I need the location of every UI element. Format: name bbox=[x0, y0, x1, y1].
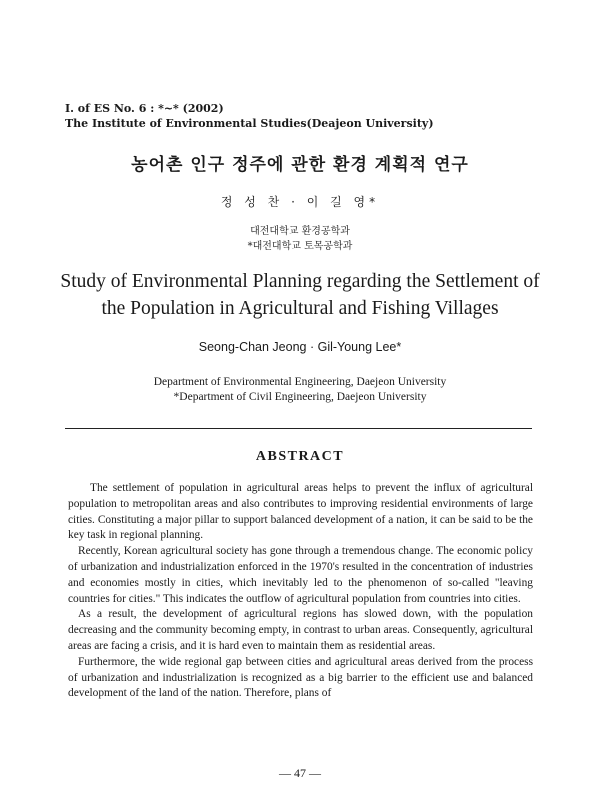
abstract-paragraph-1: The settlement of population in agricultural areas helps to prevent the influx of agricultural population to metropolitan areas and also contributes to improving residential environments of large cities. Constituting a major pillar to support balanced development of a nation, it can be said to be the key task in regional planning. bbox=[68, 482, 533, 542]
english-authors: Seong-Chan Jeong · Gil-Young Lee* bbox=[198, 340, 402, 354]
korean-affiliations bbox=[0, 224, 600, 254]
english-title bbox=[50, 268, 550, 322]
english-affiliation-1: Department of Environmental Engineering, Daejeon University bbox=[153, 376, 447, 388]
english-affiliation-2: *Department of Civil Engineering, Daejeon University bbox=[173, 391, 427, 403]
korean-affiliation-2: *대전대학교 토목공학과 bbox=[247, 241, 353, 252]
english-affiliations bbox=[0, 375, 600, 405]
section-divider bbox=[65, 428, 532, 429]
abstract-body bbox=[68, 481, 533, 702]
korean-affiliation-1: 대전대학교 환경공학과 bbox=[250, 226, 350, 237]
korean-title: 농어촌 인구 정주에 관한 환경 계획적 연구 bbox=[131, 155, 469, 175]
abstract-paragraph-3: As a result, the development of agricultural regions has slowed down, with the population decreasing and the community becoming empty, in contrast to urban areas. Consequently, agricultural areas are facing a crisis, and it is hard even to maintain them as residential areas. bbox=[68, 608, 533, 652]
abstract-paragraph-4: Furthermore, the wide regional gap between cities and agricultural areas derived from the process of urbanization and industrialization is recognized as a big barrier to the efficient use and balanced development of the land of the nation. Therefore, plans of bbox=[68, 655, 533, 700]
journal-citation: I. of ES No. 6 : *~* (2002) bbox=[65, 102, 224, 115]
abstract-paragraph-2: Recently, Korean agricultural society has gone through a tremendous change. The economic policy of urbanization and industrialization enforced in the 1970's resulted in the concentration of industries and economies mostly in cities, which inevitably led to the phenomenon of so-called "leaving countries for cities." This indicates the outflow of agricultural population from countries into cities. bbox=[68, 545, 533, 605]
journal-header bbox=[65, 101, 434, 131]
abstract-heading: ABSTRACT bbox=[255, 449, 345, 464]
page-number: — 47 — bbox=[279, 766, 321, 780]
korean-authors: 정 성 찬 · 이 길 영* bbox=[220, 195, 380, 209]
english-title-line-2: the Population in Agricultural and Fishing Villages bbox=[101, 298, 499, 319]
english-title-line-1: Study of Environmental Planning regarding the Settlement of bbox=[60, 271, 540, 292]
institute-name: The Institute of Environmental Studies(Deajeon University) bbox=[65, 117, 434, 130]
